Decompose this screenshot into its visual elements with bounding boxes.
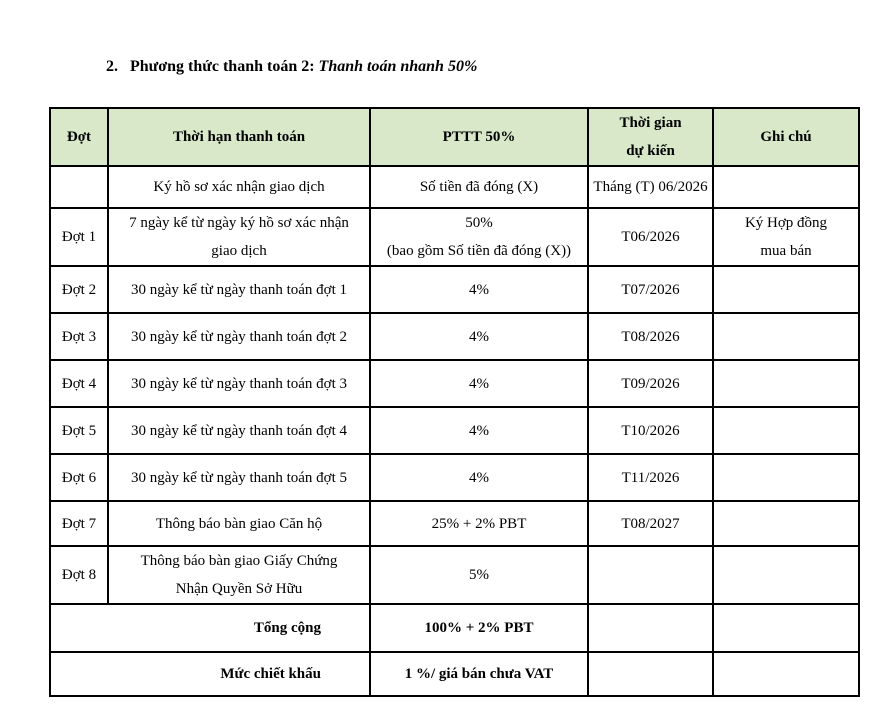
cell-note (713, 652, 859, 696)
cell-deadline: 30 ngày kể từ ngày thanh toán đợt 4 (108, 407, 370, 454)
cell-phase (50, 166, 108, 208)
table-row (50, 454, 859, 501)
table-row (50, 266, 859, 313)
cell-deadline: 30 ngày kể từ ngày thanh toán đợt 2 (108, 313, 370, 360)
cell-pttt: 4% (370, 266, 588, 313)
section-heading (106, 58, 477, 76)
cell-pttt: Số tiền đã đóng (X) (370, 166, 588, 208)
section-title-emphasis: Thanh toán nhanh 50% (318, 58, 478, 75)
cell-deadline-line2: Nhận Quyền Sở Hữu (175, 581, 303, 597)
cell-note (713, 166, 859, 208)
cell-time (588, 604, 713, 652)
table-row (50, 208, 859, 266)
header-deadline: Thời hạn thanh toán (108, 108, 370, 166)
discount-row (50, 652, 859, 696)
table-row (50, 546, 859, 604)
cell-deadline-line1: 7 ngày kể từ ngày ký hồ sơ xác nhận (129, 215, 349, 231)
cell-note (713, 604, 859, 652)
cell-note (713, 360, 859, 407)
cell-pttt (370, 208, 588, 266)
table-row (50, 166, 859, 208)
table-header-row (50, 108, 859, 166)
cell-time: T10/2026 (588, 407, 713, 454)
cell-time: T06/2026 (588, 208, 713, 266)
cell-time: Tháng (T) 06/2026 (588, 166, 713, 208)
cell-time (588, 652, 713, 696)
cell-pttt: 4% (370, 313, 588, 360)
table-row (50, 501, 859, 546)
cell-note (713, 407, 859, 454)
cell-pttt: 25% + 2% PBT (370, 501, 588, 546)
header-time-line1: Thời gian (619, 115, 682, 131)
cell-pttt: 4% (370, 407, 588, 454)
table-row (50, 407, 859, 454)
cell-time: T09/2026 (588, 360, 713, 407)
cell-time (588, 546, 713, 604)
cell-note (713, 546, 859, 604)
cell-pttt: 4% (370, 360, 588, 407)
cell-time: T08/2026 (588, 313, 713, 360)
cell-note (713, 313, 859, 360)
header-time-line2: dự kiến (626, 143, 675, 159)
cell-note (713, 266, 859, 313)
cell-time: T11/2026 (588, 454, 713, 501)
header-pttt: PTTT 50% (370, 108, 588, 166)
cell-deadline: 30 ngày kể từ ngày thanh toán đợt 3 (108, 360, 370, 407)
cell-note (713, 501, 859, 546)
payment-schedule-table (49, 107, 860, 697)
cell-pttt-line2: (bao gồm Số tiền đã đóng (X)) (386, 243, 572, 259)
cell-phase: Đợt 3 (50, 313, 108, 360)
cell-phase: Đợt 1 (50, 208, 108, 266)
cell-phase: Đợt 5 (50, 407, 108, 454)
cell-phase: Đợt 4 (50, 360, 108, 407)
cell-note-line1: Ký Hợp đồng (744, 215, 828, 231)
cell-deadline (108, 546, 370, 604)
cell-note (713, 208, 859, 266)
cell-note-line2: mua bán (760, 243, 812, 259)
cell-deadline-line1: Thông báo bàn giao Giấy Chứng (140, 553, 338, 569)
cell-phase: Đợt 7 (50, 501, 108, 546)
total-row (50, 604, 859, 652)
header-phase: Đợt (50, 108, 108, 166)
header-expected-time (588, 108, 713, 166)
cell-deadline: 30 ngày kể từ ngày thanh toán đợt 5 (108, 454, 370, 501)
cell-note (713, 454, 859, 501)
cell-pttt: 4% (370, 454, 588, 501)
cell-deadline: Thông báo bàn giao Căn hộ (108, 501, 370, 546)
cell-deadline: 30 ngày kể từ ngày thanh toán đợt 1 (108, 266, 370, 313)
cell-phase: Đợt 2 (50, 266, 108, 313)
cell-time: T07/2026 (588, 266, 713, 313)
cell-pttt-line1: 50% (465, 215, 493, 231)
section-number: 2. (106, 58, 118, 75)
discount-label: Mức chiết khấu (50, 652, 370, 696)
total-label: Tổng cộng (50, 604, 370, 652)
cell-deadline-line2: giao dịch (211, 243, 267, 259)
section-title-prefix: Phương thức thanh toán 2: (130, 58, 315, 75)
header-note: Ghi chú (713, 108, 859, 166)
total-value: 100% + 2% PBT (370, 604, 588, 652)
table-row (50, 313, 859, 360)
cell-phase: Đợt 8 (50, 546, 108, 604)
cell-deadline (108, 208, 370, 266)
cell-time: T08/2027 (588, 501, 713, 546)
cell-pttt: 5% (370, 546, 588, 604)
discount-value: 1 %/ giá bán chưa VAT (370, 652, 588, 696)
cell-phase: Đợt 6 (50, 454, 108, 501)
table-row (50, 360, 859, 407)
cell-deadline: Ký hồ sơ xác nhận giao dịch (108, 166, 370, 208)
